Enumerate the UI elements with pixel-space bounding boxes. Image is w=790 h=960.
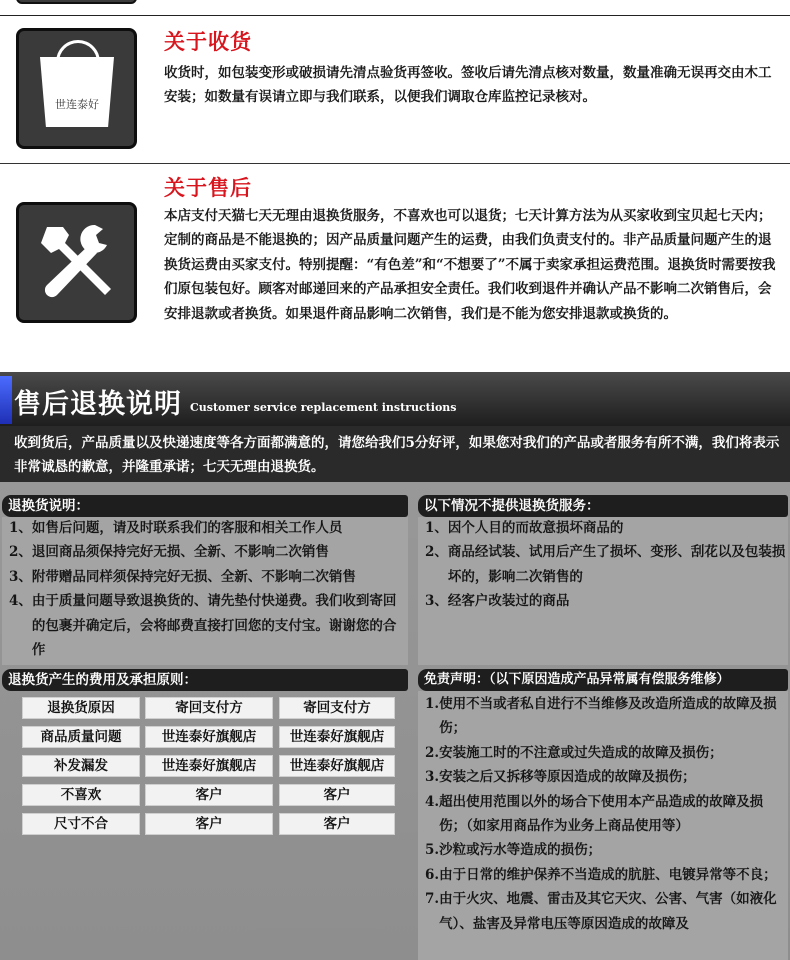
table-cell: 世连泰好旗舰店 xyxy=(279,726,395,748)
table-cell: 尺寸不合 xyxy=(22,813,140,835)
table-cell: 客户 xyxy=(145,784,273,806)
table-cell: 世连泰好旗舰店 xyxy=(145,726,273,748)
list-item: 3、 经客户改装过的商品 xyxy=(425,593,570,610)
return-notes-list xyxy=(9,516,405,662)
receipt-section xyxy=(0,16,790,164)
service-intro xyxy=(0,426,790,482)
table-row xyxy=(22,726,396,748)
table-header-cell: 寄回支付方 xyxy=(279,697,395,719)
bag-label: 世连泰好 xyxy=(55,98,99,111)
no-service-list xyxy=(425,516,787,614)
service-header xyxy=(0,372,790,426)
list-item: 6. 由于日常的维护保养不当造成的肮脏、电镀异常等不良； xyxy=(425,866,777,883)
table-cell: 客户 xyxy=(279,784,395,806)
table-cell: 客户 xyxy=(279,813,395,835)
table-header-cell: 退换货原因 xyxy=(22,697,140,719)
receipt-text: 收货时，如包装变形或破损请先清点验货再签收。签收后请先清点核对数量，数量准确无误再交由木工安装；如数量有误请立即与我们联系，以便我们调取仓库监控记录核对。 xyxy=(164,65,772,106)
shopping-bag-icon xyxy=(16,28,137,149)
service-title: 售后退换说明 xyxy=(14,389,182,420)
list-item: 3. 安装之后又拆移等原因造成的故障及损伤； xyxy=(425,769,696,786)
aftersale-title: 关于售后 xyxy=(164,175,252,200)
table-row xyxy=(22,813,396,835)
list-item: 4、 由于质量问题导致退换货的、请先垫付快递费。我们收到寄回的包裹并确定后，会将邮费直接打回您的支付宝。谢谢您的合作 xyxy=(9,593,397,659)
disclaimer-list xyxy=(425,692,785,936)
table-cell: 客户 xyxy=(145,813,273,835)
table-cell: 商品质量问题 xyxy=(22,726,140,748)
list-item: 5. 沙粒或污水等造成的损伤； xyxy=(425,842,602,859)
table-cell: 世连泰好旗舰店 xyxy=(145,755,273,777)
table-header-cell: 寄回支付方 xyxy=(145,697,273,719)
receipt-title: 关于收货 xyxy=(164,29,252,54)
tools-icon xyxy=(16,202,137,323)
aftersale-text: 本店支付天猫七天无理由退换货服务，不喜欢也可以退货；七天计算方法为从买家收到宝贝起七天内；定制的商品是不能退换的；因产品质量问题产生的运费，由我们负责支付的。非产品质量问题产生的退换货运费由买家支付。特别提醒：“有色差”和“不想要了”不属于卖家承担运费范围。退换货时需要按我们原包装包好。顾客对邮递回来的产品承担安全责任。我们收到退件并确认产品不影响二次销售后，会安排退款或者换货。如果退件商品影响二次销售，我们是不能为您安排退款或换货的。 xyxy=(164,208,776,322)
bag-body xyxy=(40,57,114,127)
service-intro-text: 收到货后，产品质量以及快递速度等各方面都满意的，请您给我们5分好评，如果您对我们的产品或者服务有所不满，我们将表示非常诚恳的歉意，并隆重承诺；七天无理由退换货。 xyxy=(14,435,780,475)
fees-header: 退换货产生的费用及承担原则： xyxy=(2,669,408,691)
list-item: 3、 附带赠品同样须保持完好无损、全新、不影响二次销售 xyxy=(9,568,356,585)
header-accent xyxy=(0,376,12,424)
return-notes-header: 退换货说明： xyxy=(2,495,408,517)
list-item: 2. 安装施工时的不注意或过失造成的故障及损伤； xyxy=(425,744,723,761)
aftersale-section xyxy=(0,164,790,364)
list-item: 1、 因个人目的而故意损坏商品的 xyxy=(425,520,624,536)
top-strip xyxy=(0,0,790,16)
no-service-header: 以下情况不提供退换货服务： xyxy=(418,495,788,517)
disclaimer-header: 免责声明：（以下原因造成产品异常属有偿服务维修） xyxy=(418,669,788,691)
table-row xyxy=(22,755,396,777)
list-item: 2、 商品经试装、试用后产生了损坏、变形、刮花以及包装损坏的，影响二次销售的 xyxy=(425,544,786,585)
list-item: 1. 使用不当或者私自进行不当维修及改造所造成的故障及损伤； xyxy=(425,696,777,737)
list-item: 2、 退回商品须保持完好无损、全新、不影响二次销售 xyxy=(9,544,329,561)
table-cell: 补发漏发 xyxy=(22,755,140,777)
list-item: 7. 由于火灾、地震、雷击及其它天灾、公害、气害（如液化气）、盐害及异常电压等原因造成的故障及 xyxy=(425,891,777,932)
table-header-row xyxy=(22,697,396,719)
table-cell: 不喜欢 xyxy=(22,784,140,806)
previous-icon-box xyxy=(16,0,137,4)
service-subtitle: Customer service replacement instructions xyxy=(190,401,457,414)
list-item: 4. 超出使用范围以外的场合下使用本产品造成的故障及损伤；（如家用商品作为业务上商品使用等） xyxy=(425,793,764,835)
list-item: 1、 如售后问题，请及时联系我们的客服和相关工作人员 xyxy=(9,520,343,536)
table-row xyxy=(22,784,396,806)
wrench-hammer-icon xyxy=(19,205,134,320)
table-cell: 世连泰好旗舰店 xyxy=(279,755,395,777)
